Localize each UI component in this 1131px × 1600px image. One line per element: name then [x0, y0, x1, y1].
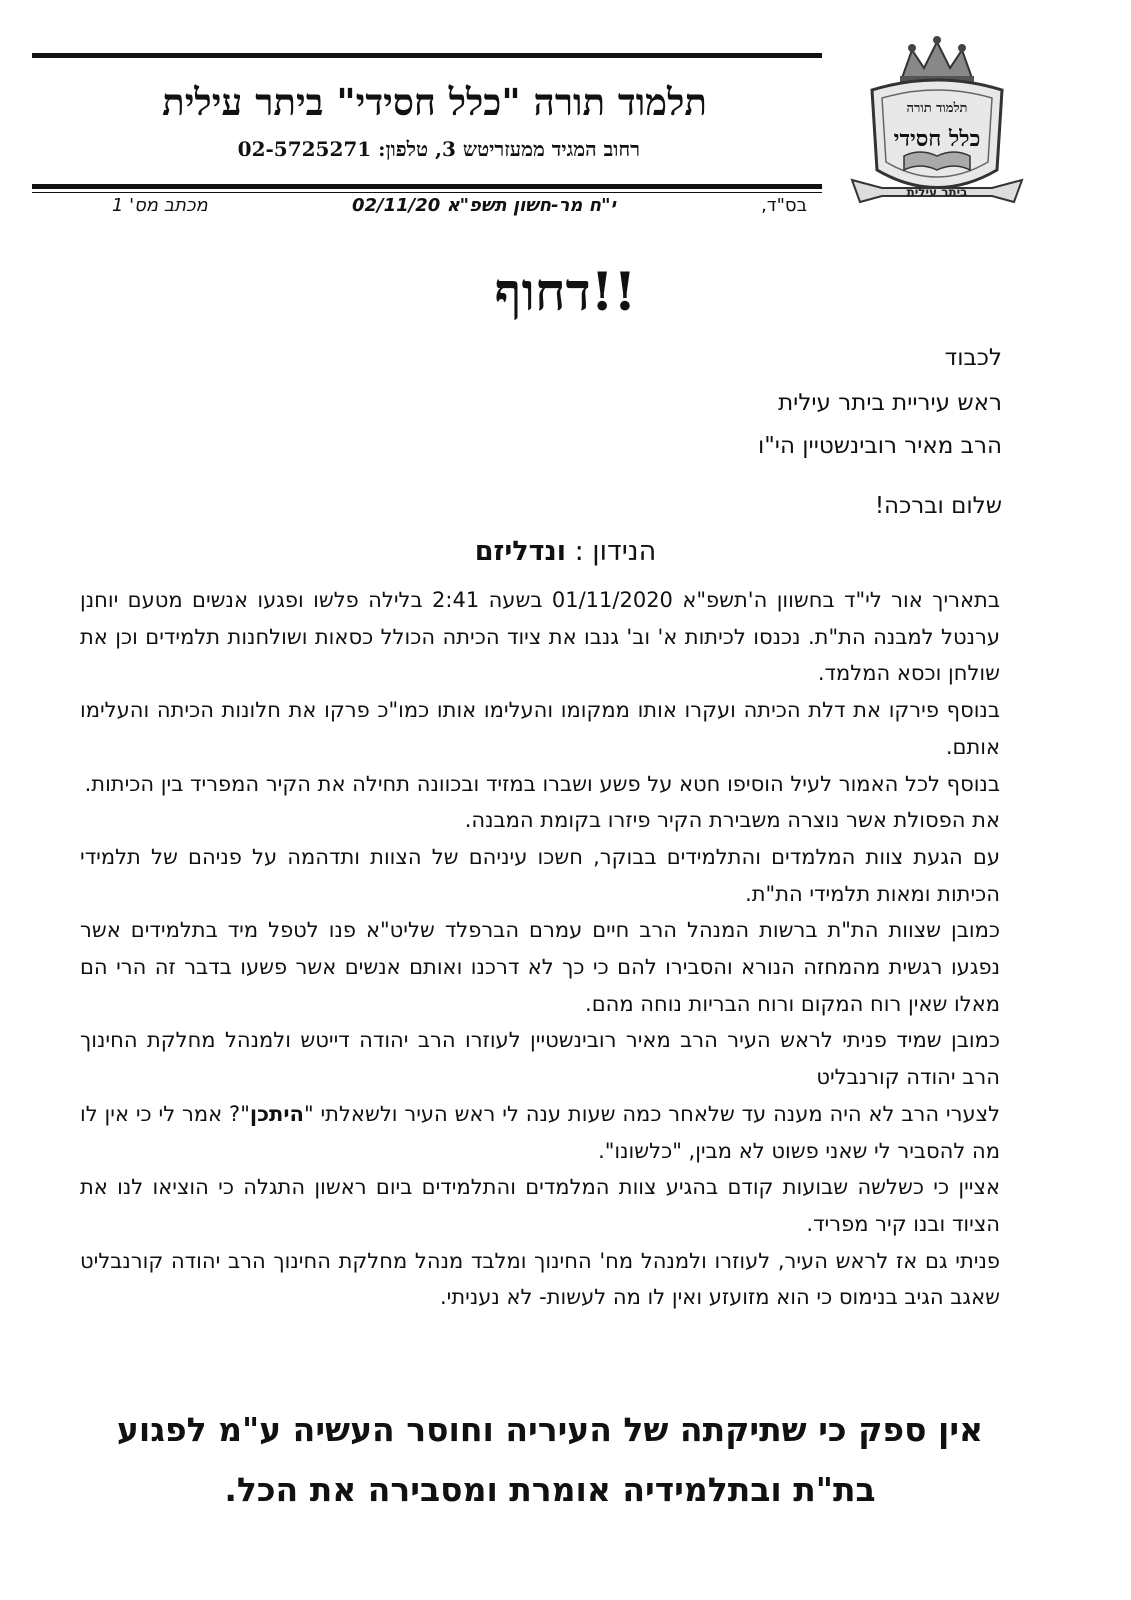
logo-emblem-icon: [842, 30, 1032, 220]
body-paragraph: [80, 1096, 1000, 1169]
header-bottom-rule: [32, 184, 822, 189]
body-text: "? אמר לי כי אין לו מה להסביר לי שאני פשוט לא מבין, "כלשונו".: [80, 1101, 1000, 1163]
greeting: שלום וברכה!: [874, 493, 1002, 519]
subject-value: ונדליזם: [474, 536, 567, 567]
body-paragraph: כמובן שצוות הת"ת ברשות המנהל הרב חיים עמרם הברפלד שליט"א פנו לטפל מיד בתלמידים אשר נפגעו רגשית מהמחזה הנורא והסבירו להם כי כך לא דרכנו ואותם אנשים אשר פשעו בדבר זה הרי הם מאלו שאין רוח המקום ורוח הבריות נוחה מהם.: [80, 918, 1000, 1016]
body-text: לצערי הרב לא היה מענה עד שלאחר כמה שעות ענה לי ראש העיר ולשאלתי ": [303, 1101, 1001, 1126]
body-paragraph: כמובן שמיד פניתי לראש העיר הרב מאיר רובינשטיין לעוזרו הרב יהודה דייטש ולמנהל מחלקת החינוך הרב יהודה קורנבליט: [80, 1028, 1000, 1090]
body-paragraph: בתאריך אור לי"ד בחשוון ה'תשפ"א 01/11/2020 בשעה 2:41 בלילה פלשו ופגעו אנשים מטעם יוחנן ערנטל למבנה הת"ת. נכנסו לכיתות א' וב' גנבו את ציוד הכיתה הכולל כסאות ושולחנות תלמידים וכן את שולחן וכסא המלמד.: [80, 588, 1000, 686]
letter-body: [80, 582, 1000, 1316]
body-paragraph: אציין כי כשלשה שבועות קודם בהגיע צוות המלמדים והתלמידים ביום ראשון התגלה כי הוציאו לנו את הציוד ובנו קיר מפריד.: [80, 1175, 1000, 1236]
header-thin-rule: [32, 192, 822, 193]
institution-logo: [842, 30, 1032, 220]
addressee-honorific: לכבוד: [944, 345, 1002, 371]
urgent-headline: דחוף!!: [494, 262, 637, 323]
body-paragraph: בנוסף פירקו את דלת הכיתה ועקרו אותו ממקומו והעלימו אותו כמו"כ פרקו את חלונות הכיתה והעלימו אותם.: [80, 698, 1000, 759]
closing-line: בת"ת ובתלמידיה אומרת ומסבירה את הכל.: [224, 1470, 876, 1509]
institution-title: תלמוד תורה "כלל חסידי" ביתר עילית: [162, 80, 707, 124]
letter-date: י"ח מר-חשון תשפ"א 02/11/20: [352, 195, 616, 216]
addressee-name: הרב מאיר רובינשטיין הי"ו: [757, 433, 1002, 459]
letter-number: מכתב מס' 1: [112, 195, 208, 216]
body-paragraph: את הפסולת אשר נוצרה משבירת הקיר פיזרו בקומת המבנה.: [464, 808, 1000, 833]
institution-address: רחוב המגיד ממעזריטש 3, טלפון: 02-5725271: [237, 137, 640, 161]
bsd-mark: בס"ד,: [761, 195, 807, 216]
body-paragraph: בנוסף לכל האמור לעיל הוסיפו חטא על פשע ושברו במזיד ובכוונה תחילה את הקיר המפריד בין הכיתות.: [84, 771, 1000, 796]
closing-line: אין ספק כי שתיקתה של העיריה וחוסר העשיה ע"מ לפגוע: [116, 1410, 984, 1449]
body-paragraph: פניתי גם אז לראש העיר, לעוזרו ולמנהל מח' החינוך ומלבד מנהל מחלקת החינוך הרב יהודה קורנבליט שאגב הגיב בנימוס כי הוא מזועזע ואין לו מה לעשות- לא נעניתי.: [80, 1248, 1000, 1310]
logo-center-text: כלל חסידי: [893, 126, 981, 152]
closing-statement: [70, 1400, 1030, 1520]
body-emphasis: היתכן: [249, 1101, 304, 1126]
addressee-title: ראש עיריית ביתר עילית: [778, 390, 1002, 416]
subject-label: הנידון :: [574, 536, 657, 567]
body-paragraph: עם הגעת צוות המלמדים והתלמידים בבוקר, חשכו עיניהם של הצוות ותדהמה על פניהם של תלמידי הכיתות ומאות תלמידי הת"ת.: [80, 844, 1000, 906]
header-top-rule: [32, 53, 822, 58]
subject-line: [0, 536, 1131, 567]
logo-top-text: תלמוד תורה: [906, 101, 968, 116]
logo-ribbon-text: ביתר עילית: [906, 185, 968, 199]
